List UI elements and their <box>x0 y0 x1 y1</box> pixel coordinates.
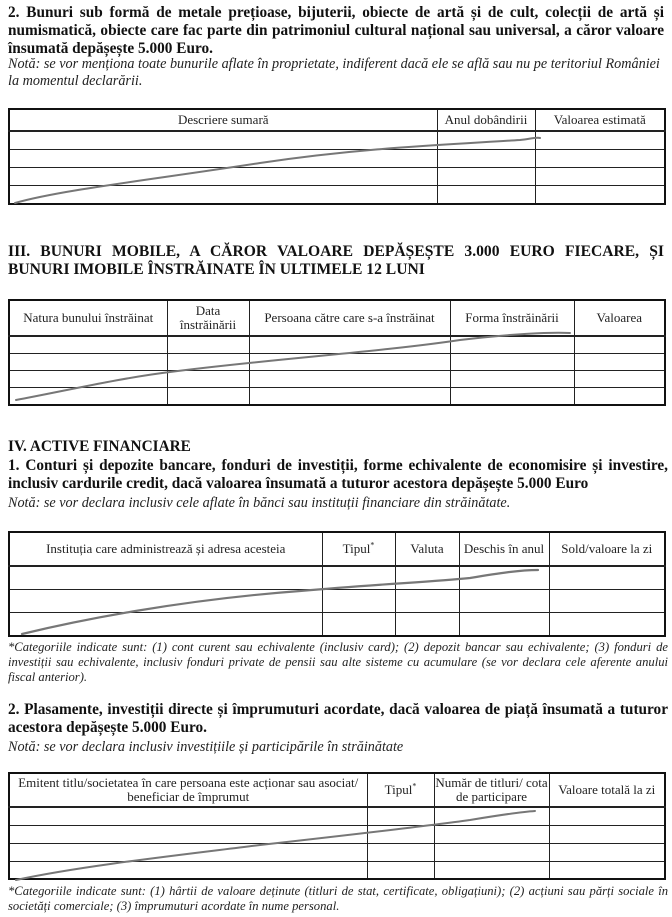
col-header-anul: Anul dobândirii <box>437 109 535 131</box>
table-cell[interactable] <box>574 353 665 370</box>
col-header-emitent: Emitent titlu/societatea în care persoana este acționar sau asociat/ beneficiar de împrumut <box>9 773 367 807</box>
col-header-valuta: Valuta <box>395 532 459 566</box>
table-cell[interactable] <box>322 589 395 612</box>
table-cell[interactable] <box>437 149 535 167</box>
col-header-valoarea: Valoarea <box>574 300 665 336</box>
col-header-natura: Natura bunului înstrăinat <box>9 300 167 336</box>
table-row <box>9 843 665 861</box>
table-row <box>9 167 665 185</box>
table-cell[interactable] <box>437 131 535 149</box>
col-header-descriere: Descriere sumară <box>9 109 437 131</box>
table-cell[interactable] <box>322 566 395 589</box>
table-cell[interactable] <box>367 825 434 843</box>
investments-footnote <box>8 884 668 914</box>
investments-note: Notă: se vor declara inclusiv investițiile și participările în străinătate <box>8 739 404 755</box>
table-header-row <box>9 773 665 807</box>
table-row <box>9 353 665 370</box>
col-header-forma: Forma înstrăinării <box>450 300 574 336</box>
table-cell[interactable] <box>167 336 249 353</box>
table-cell[interactable] <box>249 353 450 370</box>
footnote-asterisk: * <box>370 540 375 550</box>
col-header-tipul-label: Tipul <box>342 541 371 556</box>
investments-table <box>8 772 666 880</box>
table-cell[interactable] <box>535 149 665 167</box>
table-row <box>9 589 665 612</box>
table-cell[interactable] <box>549 566 665 589</box>
table-row <box>9 566 665 589</box>
table-cell[interactable] <box>549 843 665 861</box>
table-row <box>9 370 665 387</box>
precious-goods-heading: 2. Bunuri sub formă de metale prețioase, bijuterii, obiecte de artă și de cult, colecții de artă și numismatică, obiecte care fac parte din patrimoniul cultural național sau universal, a căror valoare însumată depășește 5.000 Euro. <box>8 4 664 57</box>
col-header-tipul <box>367 773 434 807</box>
table-cell[interactable] <box>249 387 450 405</box>
alienated-goods-table <box>8 299 666 406</box>
col-header-tipul <box>322 532 395 566</box>
table-cell[interactable] <box>249 370 450 387</box>
col-header-numar: Număr de titluri/ cota de participare <box>434 773 549 807</box>
col-header-deschis: Deschis în anul <box>459 532 549 566</box>
accounts-footnote-text: *Categoriile indicate sunt: (1) cont curent sau echivalente (inclusiv card); (2) depozit bancar sau echivalente; (3) fonduri de investiții sau echivalente, inclusiv fonduri private de pensii sau alte sisteme cu acumulare (se vor declara cele aferente anului fiscal anterior). <box>8 640 668 684</box>
table-cell[interactable] <box>574 336 665 353</box>
table-header-row <box>9 109 665 131</box>
table-cell[interactable] <box>574 387 665 405</box>
table-cell[interactable] <box>549 589 665 612</box>
accounts-footnote <box>8 640 668 685</box>
section-iv-heading: IV. ACTIVE FINANCIARE <box>8 438 191 455</box>
table-cell[interactable] <box>395 612 459 636</box>
col-header-valoare: Valoare totală la zi <box>549 773 665 807</box>
table-cell[interactable] <box>9 149 437 167</box>
table-cell[interactable] <box>9 167 437 185</box>
table-row <box>9 387 665 405</box>
table-row <box>9 861 665 879</box>
accounts-table <box>8 531 666 637</box>
table-row <box>9 825 665 843</box>
table-row <box>9 336 665 353</box>
table-row <box>9 185 665 204</box>
table-cell[interactable] <box>459 612 549 636</box>
table-cell[interactable] <box>9 807 367 825</box>
table-cell[interactable] <box>434 843 549 861</box>
table-row <box>9 807 665 825</box>
table-cell[interactable] <box>167 387 249 405</box>
table-cell[interactable] <box>9 843 367 861</box>
table-cell[interactable] <box>9 353 167 370</box>
table-cell[interactable] <box>549 861 665 879</box>
col-header-tipul-label: Tipul <box>384 782 413 797</box>
table-cell[interactable] <box>9 589 322 612</box>
col-header-institutia: Instituția care administrează și adresa acesteia <box>9 532 322 566</box>
footnote-asterisk: * <box>412 781 417 791</box>
table-cell[interactable] <box>434 825 549 843</box>
table-cell[interactable] <box>434 807 549 825</box>
precious-goods-table <box>8 108 666 205</box>
table-header-row <box>9 300 665 336</box>
table-cell[interactable] <box>9 387 167 405</box>
accounts-heading: 1. Conturi și depozite bancare, fonduri de investiții, forme echivalente de economisire și investire, inclusiv cardurile credit, dacă valoarea însumată a tuturor acestora depășește 5.000 Euro <box>8 457 668 492</box>
accounts-note: Notă: se vor declara inclusiv cele aflate în bănci sau instituții financiare din străinătate. <box>8 495 511 511</box>
table-cell[interactable] <box>9 185 437 204</box>
table-cell[interactable] <box>9 566 322 589</box>
table-cell[interactable] <box>535 167 665 185</box>
table-cell[interactable] <box>9 825 367 843</box>
table-cell[interactable] <box>367 861 434 879</box>
table-cell[interactable] <box>167 353 249 370</box>
table-cell[interactable] <box>249 336 450 353</box>
table-cell[interactable] <box>367 807 434 825</box>
table-cell[interactable] <box>535 131 665 149</box>
table-cell[interactable] <box>549 825 665 843</box>
table-cell[interactable] <box>9 131 437 149</box>
table-cell[interactable] <box>437 167 535 185</box>
table-cell[interactable] <box>322 612 395 636</box>
table-cell[interactable] <box>434 861 549 879</box>
table-cell[interactable] <box>395 589 459 612</box>
investments-footnote-text: *Categoriile indicate sunt: (1) hârtii de valoare deținute (titluri de stat, certificate, obligațiuni); (2) acțiuni sau părți sociale în societăți comerciale; (3) împrumuturi acordate în nume personal. <box>8 884 668 913</box>
table-row <box>9 131 665 149</box>
precious-goods-note: Notă: se vor menționa toate bunurile aflate în proprietate, indiferent dacă ele se află sau nu pe teritoriul României la momentul declarării. <box>8 56 660 89</box>
table-row <box>9 149 665 167</box>
table-cell[interactable] <box>450 353 574 370</box>
table-cell[interactable] <box>437 185 535 204</box>
table-cell[interactable] <box>9 336 167 353</box>
table-cell[interactable] <box>450 336 574 353</box>
table-cell[interactable] <box>395 566 459 589</box>
table-cell[interactable] <box>9 370 167 387</box>
table-cell[interactable] <box>549 612 665 636</box>
col-header-data: Data înstrăinării <box>167 300 249 336</box>
table-cell[interactable] <box>549 807 665 825</box>
table-cell[interactable] <box>167 370 249 387</box>
table-cell[interactable] <box>367 843 434 861</box>
table-cell[interactable] <box>450 387 574 405</box>
table-cell[interactable] <box>459 566 549 589</box>
table-cell[interactable] <box>574 370 665 387</box>
table-cell[interactable] <box>459 589 549 612</box>
col-header-valoarea: Valoarea estimată <box>535 109 665 131</box>
table-header-row <box>9 532 665 566</box>
table-row <box>9 612 665 636</box>
table-cell[interactable] <box>450 370 574 387</box>
col-header-sold: Sold/valoare la zi <box>549 532 665 566</box>
col-header-persoana: Persoana către care s-a înstrăinat <box>249 300 450 336</box>
table-cell[interactable] <box>9 612 322 636</box>
table-cell[interactable] <box>9 861 367 879</box>
investments-heading: 2. Plasamente, investiții directe și împrumuturi acordate, dacă valoarea de piață însumată a tuturor acestora depășește 5.000 Euro. <box>8 701 668 736</box>
table-cell[interactable] <box>535 185 665 204</box>
section-iii-heading: III. BUNURI MOBILE, A CĂROR VALOARE DEPĂȘEȘTE 3.000 EURO FIECARE, ȘI BUNURI IMOBILE ÎNSTRĂINATE ÎN ULTIMELE 12 LUNI <box>8 243 664 278</box>
